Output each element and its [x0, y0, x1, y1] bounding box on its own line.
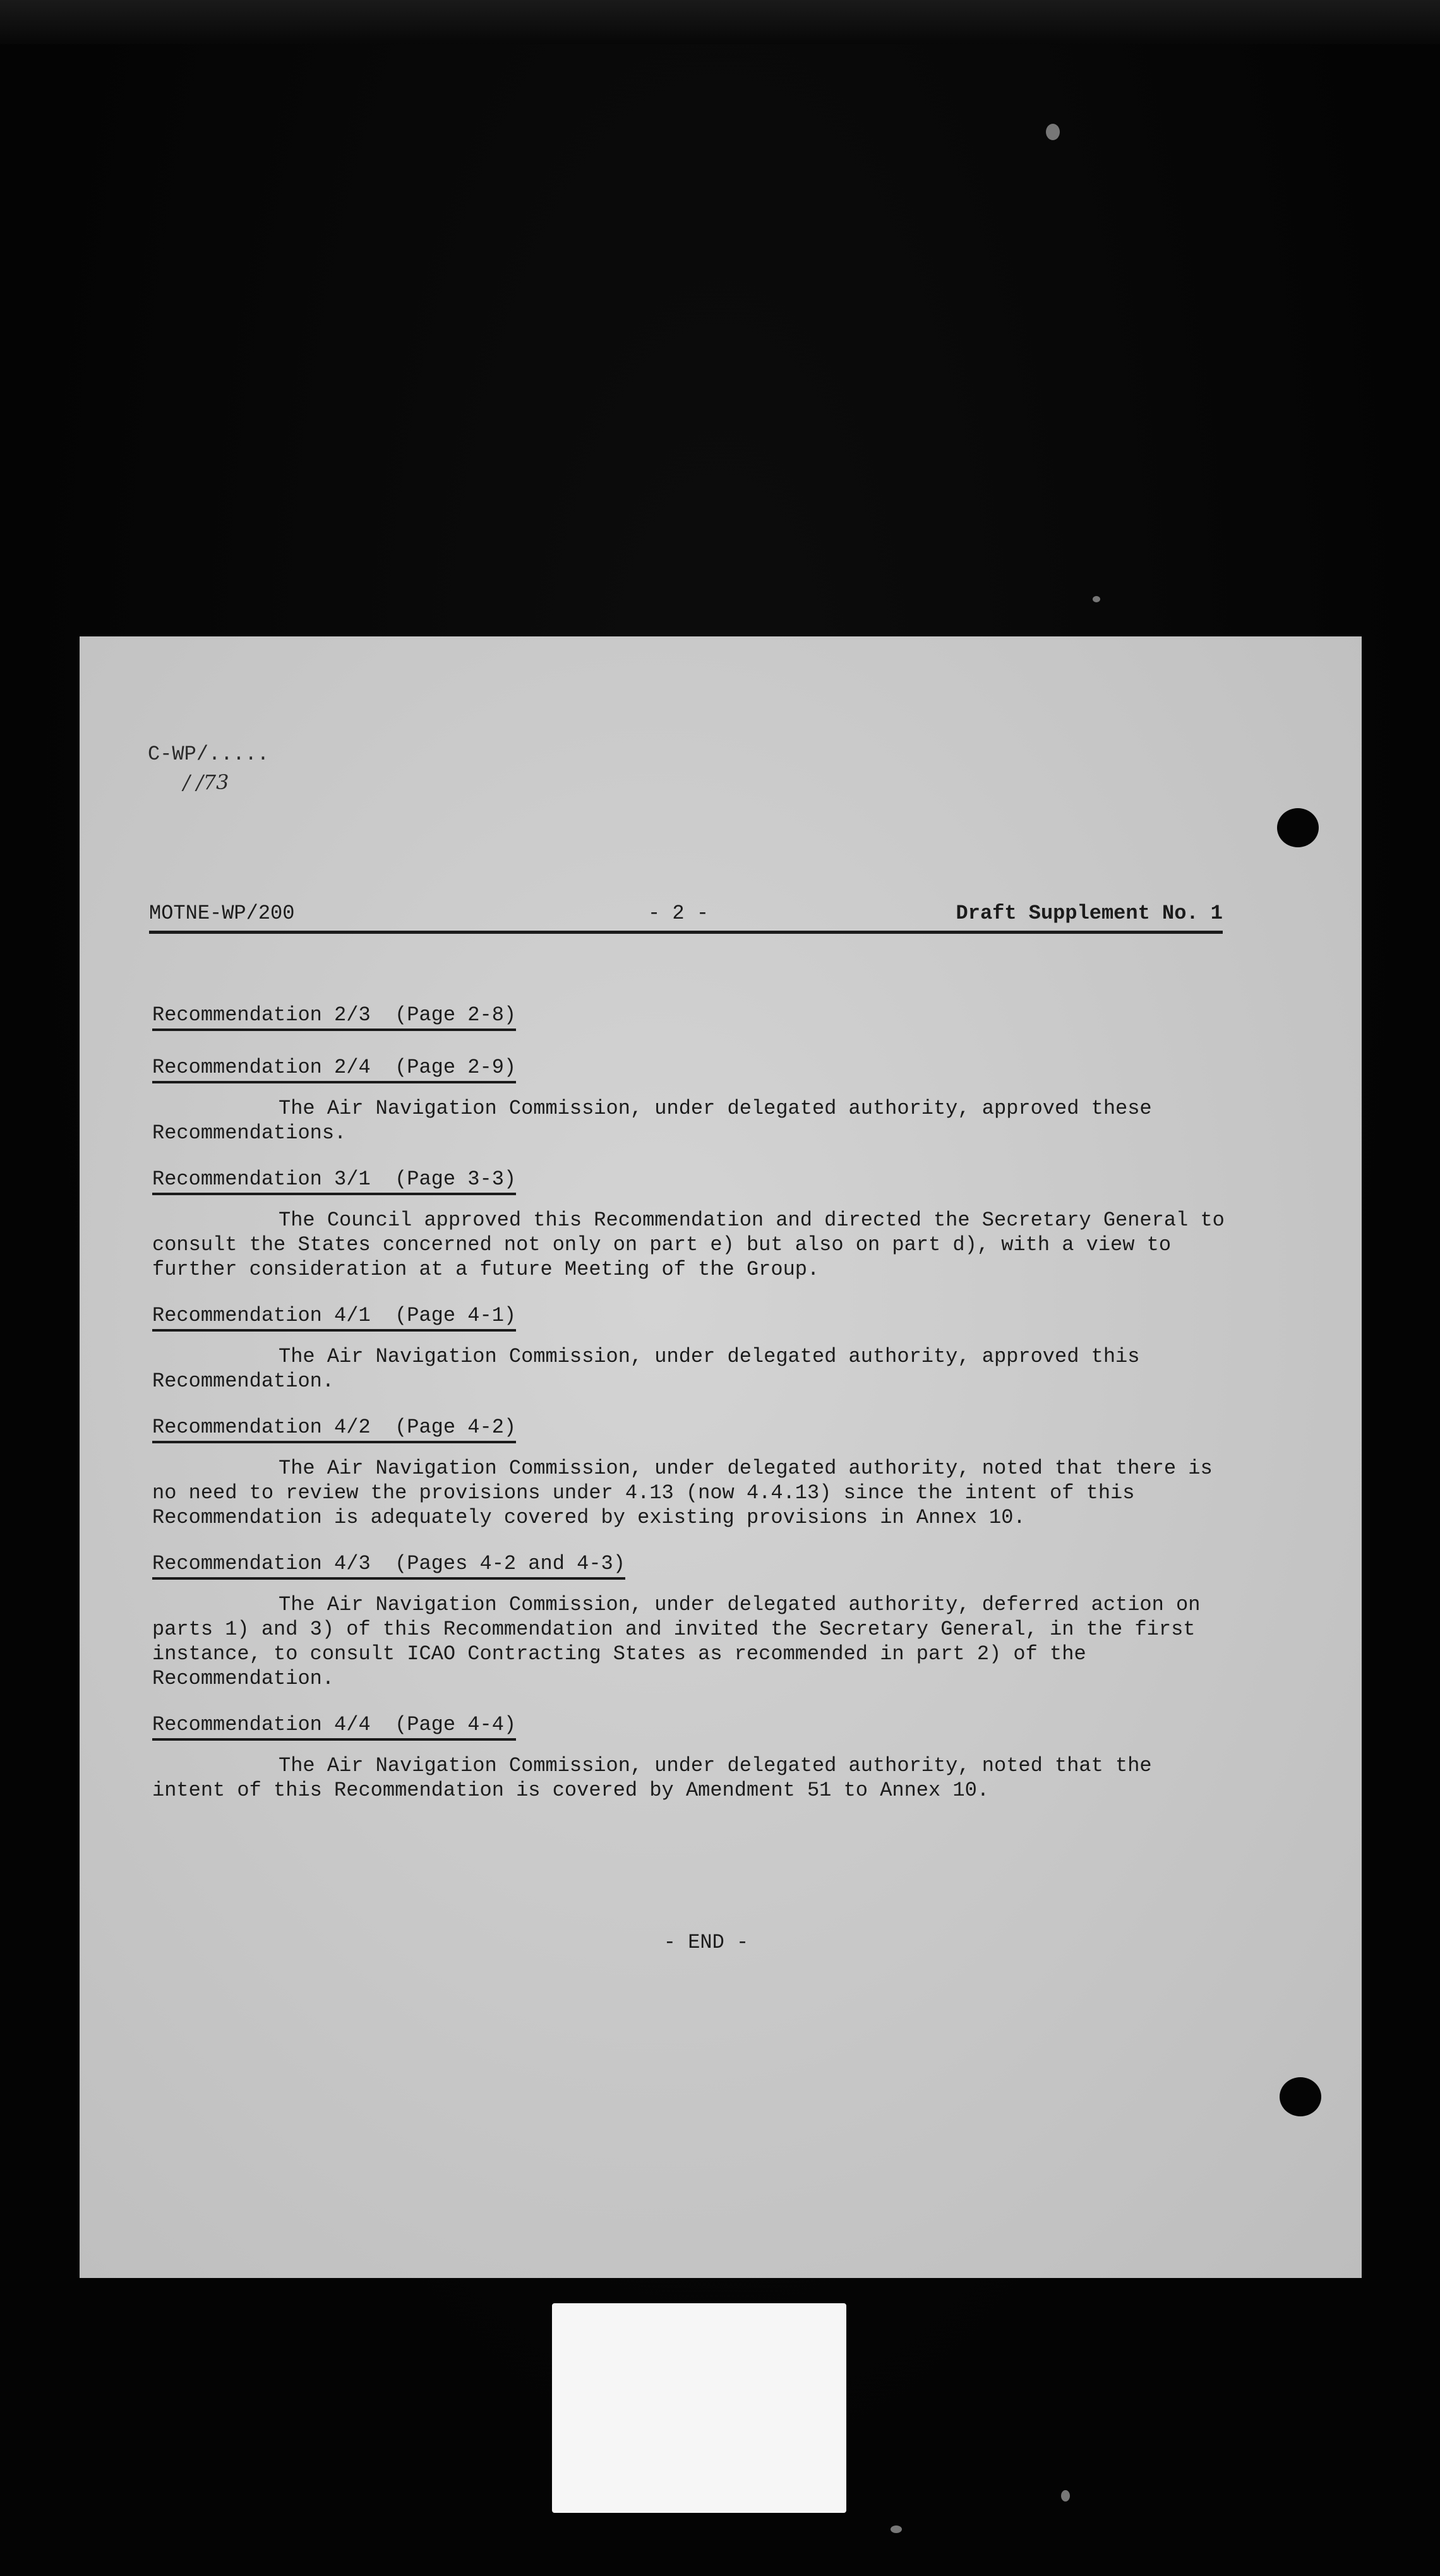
section-rec-4-1 — [152, 1303, 1226, 1393]
film-speck — [1093, 596, 1100, 602]
blank-target-card — [552, 2303, 846, 2513]
document-body — [152, 1003, 1237, 1803]
section-rec-2-3 — [152, 1003, 1226, 1031]
header-rule — [149, 931, 1223, 934]
section-text: The Air Navigation Commission, under delegated authority, noted that the intent of this Recommendation is covered by Amendment 51 to Annex 10. — [152, 1754, 1164, 1802]
section-text: The Air Navigation Commission, under delegated authority, deferred action on parts 1) and 3) of this Recommendation and invited the Secretary General, in the first instance, to consult ICAO Contracting States as recommended in part 2) of the Recommendation. — [152, 1593, 1213, 1690]
section-text: The Air Navigation Commission, under delegated authority, noted that there is no need to review the provisions under 4.13 (now 4.4.13) since the intent of this Recommendation is adequately covered by existing provisions in Annex 10. — [152, 1457, 1225, 1529]
section-rec-4-4 — [152, 1712, 1226, 1803]
section-heading: Recommendation 2/4 (Page 2-9) — [152, 1055, 516, 1083]
section-heading: Recommendation 3/1 (Page 3-3) — [152, 1167, 516, 1195]
section-rec-4-3 — [152, 1551, 1226, 1691]
supplement-title: Draft Supplement No. 1 — [956, 902, 1223, 925]
section-rec-4-2 — [152, 1415, 1226, 1530]
section-heading: Recommendation 4/4 (Page 4-4) — [152, 1712, 516, 1741]
section-text: The Air Navigation Commission, under delegated authority, approved this Recommendation. — [152, 1345, 1152, 1393]
document-code: MOTNE-WP/200 — [149, 902, 295, 925]
punch-hole-top — [1277, 808, 1319, 847]
section-rec-3-1 — [152, 1167, 1237, 1282]
punch-hole-bottom — [1280, 2077, 1321, 2116]
end-marker: - END - — [663, 1931, 749, 1954]
film-speck — [1046, 124, 1060, 140]
section-rec-2-4 — [152, 1055, 1226, 1145]
film-speck — [891, 2525, 902, 2533]
section-heading: Recommendation 4/3 (Pages 4-2 and 4-3) — [152, 1551, 625, 1580]
section-heading: Recommendation 4/2 (Page 4-2) — [152, 1415, 516, 1443]
document-page — [80, 636, 1362, 2278]
film-edge — [0, 0, 1440, 44]
reference-line-1: C-WP/..... — [148, 742, 270, 766]
section-heading: Recommendation 2/3 (Page 2-8) — [152, 1003, 516, 1031]
section-heading: Recommendation 4/1 (Page 4-1) — [152, 1303, 516, 1332]
film-speck — [1061, 2490, 1070, 2501]
page-number: - 2 - — [648, 902, 709, 925]
reference-line-2: / /73 — [183, 770, 229, 794]
section-text: The Air Navigation Commission, under delegated authority, approved these Recommendations. — [152, 1097, 1164, 1145]
page-header — [149, 897, 1223, 932]
section-text: The Council approved this Recommendation and directed the Secretary General to consult the States concerned not only on part e) but also on part d), with a view to further consideration at a future Meeting of the Group. — [152, 1208, 1237, 1281]
